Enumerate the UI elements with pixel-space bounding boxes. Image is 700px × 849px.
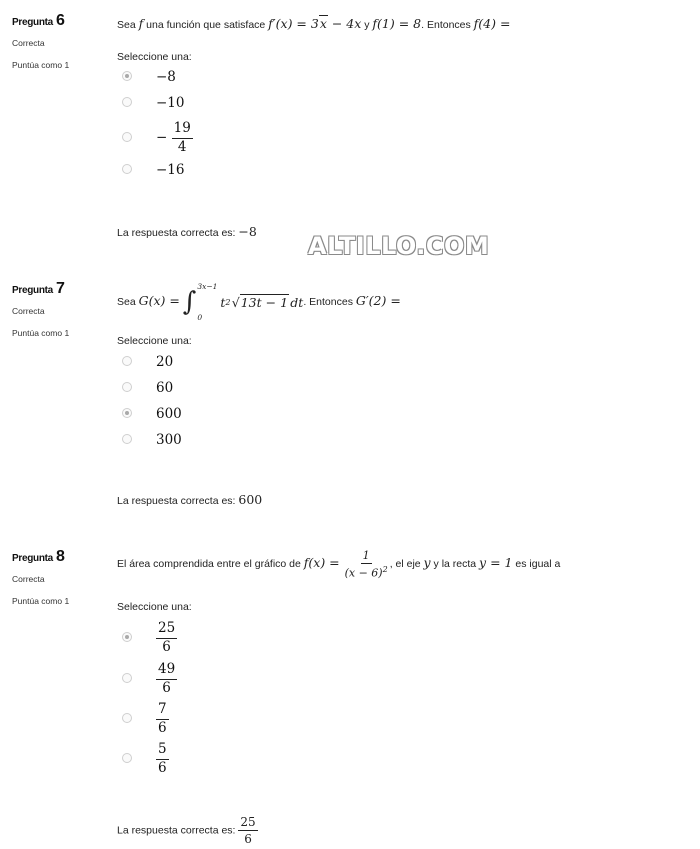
radio-button[interactable]	[122, 713, 132, 723]
option-text	[156, 663, 177, 695]
radio-button[interactable]	[122, 97, 132, 107]
correct-answer: La respuesta correcta es: $\frac{25}{6}$	[117, 815, 256, 846]
question-number: Pregunta 7	[12, 280, 65, 297]
option-text: −16	[156, 162, 185, 178]
select-one-label: Seleccione una:	[117, 601, 192, 613]
option-text: −8	[156, 69, 176, 85]
radio-button[interactable]	[122, 356, 132, 366]
question-info	[12, 280, 107, 338]
question-state: Correcta	[12, 306, 45, 316]
fraction: $\frac{19}{4}$	[173, 120, 191, 155]
radio-button[interactable]	[122, 632, 132, 642]
question-number: Pregunta 6	[12, 12, 65, 29]
question-text: El área comprendida entre el gráfico de f(x) = $\frac{1}{(x - 6)^2}$ , el eje y y la recta y = 1 es igual a	[117, 549, 561, 580]
option-text: 20	[156, 354, 174, 370]
integral: ∫ 3x−1 0 t 2 √ 13t − 1 dt	[182, 282, 304, 322]
fraction: $\frac{25}{6}$	[240, 815, 256, 846]
question-state: Correcta	[12, 574, 45, 584]
correct-answer: La respuesta correcta es: 600	[117, 492, 263, 507]
radio-button[interactable]	[122, 673, 132, 683]
option-text: − $\frac{19}{4}$	[156, 120, 191, 155]
fraction: $\frac{5}{6}$	[158, 741, 167, 776]
watermark: ALTILLO.COM	[308, 232, 490, 260]
question-info	[12, 548, 107, 606]
fraction: $\frac{49}{6}$	[158, 661, 176, 696]
fraction: $\frac{25}{6}$	[158, 620, 176, 655]
radio-button[interactable]	[122, 132, 132, 142]
select-one-label: Seleccione una:	[117, 51, 192, 63]
radio-button[interactable]	[122, 408, 132, 418]
option-text: 60	[156, 380, 174, 396]
radio-button[interactable]	[122, 71, 132, 81]
question-text: Sea f una función que satisface f′(x) = 3x − 4x y f(1) = 8. Entonces f(4) =	[117, 16, 511, 31]
option-text: 600	[156, 406, 182, 422]
radio-button[interactable]	[122, 434, 132, 444]
radio-button[interactable]	[122, 753, 132, 763]
question-text: Sea G(x) = ∫ 3x−1 0 t 2 √ 13t − 1 dt . Entonces G′(2) =	[117, 282, 401, 322]
question-info	[12, 12, 107, 70]
correct-answer: La respuesta correcta es: −8	[117, 224, 257, 239]
option-text: 300	[156, 432, 182, 448]
question-grade: Puntúa como 1	[12, 328, 70, 338]
question-grade: Puntúa como 1	[12, 60, 70, 70]
select-one-label: Seleccione una:	[117, 335, 192, 347]
question-state: Correcta	[12, 38, 45, 48]
radio-button[interactable]	[122, 382, 132, 392]
question-grade: Puntúa como 1	[12, 596, 70, 606]
question-number: Pregunta 8	[12, 548, 65, 565]
fraction: $\frac{7}{6}$	[158, 701, 167, 736]
radio-button[interactable]	[122, 164, 132, 174]
option-text: −10	[156, 95, 185, 111]
option-text	[156, 743, 169, 775]
option-text	[156, 703, 169, 735]
fraction: $\frac{1}{(x - 6)^2}$	[344, 549, 388, 580]
option-text	[156, 622, 177, 654]
